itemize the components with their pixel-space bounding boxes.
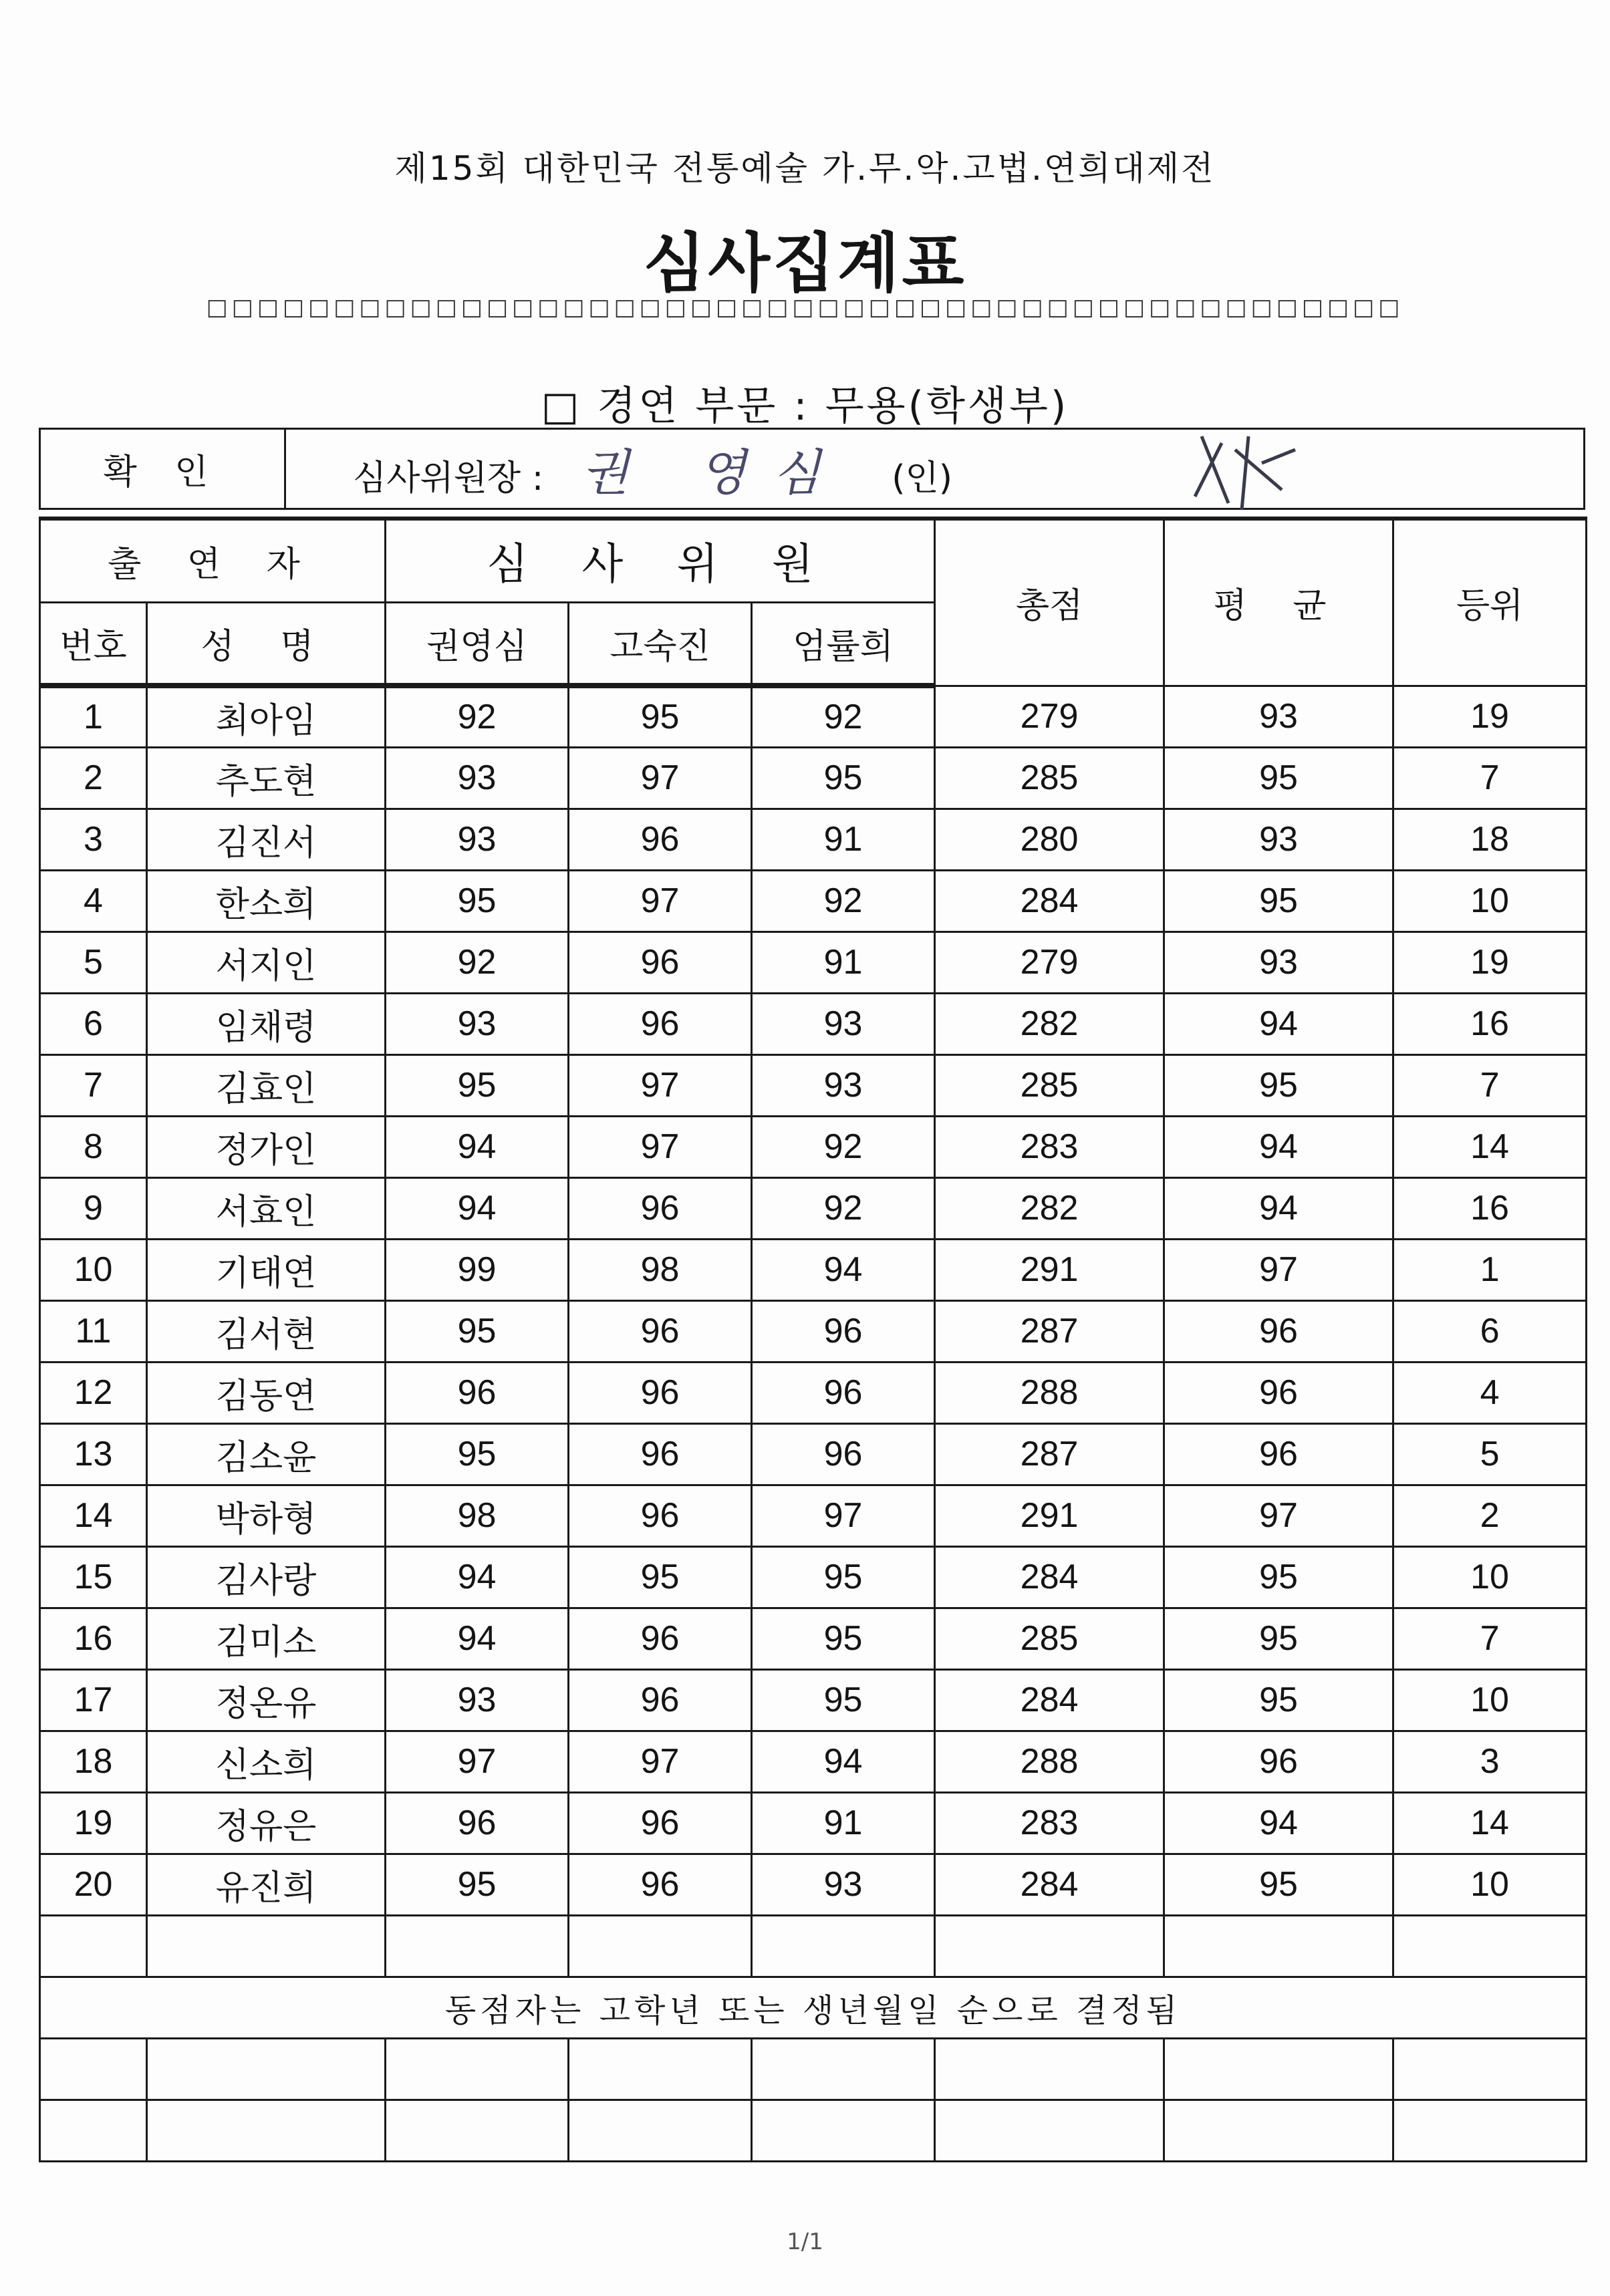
total-score: 282	[935, 993, 1164, 1054]
rank: 16	[1393, 993, 1587, 1054]
judge-1-score: 95	[386, 870, 569, 931]
judge-1-header: 권영심	[386, 602, 569, 686]
average-score: 97	[1164, 1239, 1393, 1300]
performer-name: 김서현	[147, 1300, 386, 1362]
score-table	[39, 517, 1587, 2162]
judge-1-score: 92	[386, 931, 569, 993]
performer-name: 정가인	[147, 1116, 386, 1177]
table-row	[40, 809, 1587, 870]
judge-3-score: 91	[752, 809, 935, 870]
page-number: 1/1	[787, 2229, 823, 2255]
performer-name: 정유은	[147, 1792, 386, 1854]
judge-3-score: 94	[752, 1239, 935, 1300]
category-line: □ 경연 부문 : 무용(학생부)	[541, 383, 1069, 430]
average-score: 96	[1164, 1423, 1393, 1485]
judge-2-score: 95	[569, 686, 752, 747]
judge-1-score: 96	[386, 1362, 569, 1423]
performer-name: 김사랑	[147, 1546, 386, 1608]
judge-2-score: 97	[569, 870, 752, 931]
judge-3-score: 93	[752, 1054, 935, 1116]
judge-3-score: 92	[752, 870, 935, 931]
performer-group-header: 출 연 자	[40, 519, 386, 602]
judge-2-score: 96	[569, 1608, 752, 1669]
entry-number: 17	[40, 1669, 147, 1731]
table-row	[40, 1669, 1587, 1731]
number-header: 번호	[40, 602, 147, 686]
total-header: 총점	[935, 519, 1164, 686]
judge-2-score: 96	[569, 993, 752, 1054]
entry-number: 16	[40, 1608, 147, 1669]
rank: 19	[1393, 931, 1587, 993]
judge-3-score: 91	[752, 931, 935, 993]
rank: 1	[1393, 1239, 1587, 1300]
judge-2-score: 97	[569, 1731, 752, 1792]
judge-2-score: 96	[569, 1177, 752, 1239]
judges-group-header: 심 사 위 원	[386, 519, 935, 602]
table-row	[40, 1054, 1587, 1116]
total-score: 280	[935, 809, 1164, 870]
chair-label: 심사위원장 :	[353, 458, 544, 498]
entry-number: 19	[40, 1792, 147, 1854]
judge-1-score: 93	[386, 747, 569, 809]
total-score: 291	[935, 1239, 1164, 1300]
total-score: 285	[935, 1054, 1164, 1116]
rank: 4	[1393, 1362, 1587, 1423]
entry-number: 9	[40, 1177, 147, 1239]
chair-signature-cell	[285, 429, 1585, 509]
document-title: 심사집계표	[643, 226, 967, 301]
entry-number: 15	[40, 1546, 147, 1608]
judge-1-score: 93	[386, 993, 569, 1054]
judge-1-score: 98	[386, 1485, 569, 1546]
judge-2-score: 97	[569, 1116, 752, 1177]
rank: 5	[1393, 1423, 1587, 1485]
performer-name: 서지인	[147, 931, 386, 993]
table-row	[40, 1300, 1587, 1362]
judge-3-score: 94	[752, 1731, 935, 1792]
performer-name: 김효인	[147, 1054, 386, 1116]
rank: 14	[1393, 1792, 1587, 1854]
total-score: 288	[935, 1731, 1164, 1792]
judge-2-header: 고숙진	[569, 602, 752, 686]
table-row	[40, 1546, 1587, 1608]
entry-number: 4	[40, 870, 147, 931]
performer-name: 한소희	[147, 870, 386, 931]
table-row	[40, 1792, 1587, 1854]
entry-number: 11	[40, 1300, 147, 1362]
total-score: 287	[935, 1423, 1164, 1485]
table-row	[40, 1177, 1587, 1239]
judge-3-score: 96	[752, 1300, 935, 1362]
total-score: 291	[935, 1485, 1164, 1546]
judge-2-score: 96	[569, 1792, 752, 1854]
judge-2-score: 96	[569, 1669, 752, 1731]
judge-1-score: 94	[386, 1608, 569, 1669]
rank: 7	[1393, 1608, 1587, 1669]
performer-name: 추도현	[147, 747, 386, 809]
entry-number: 14	[40, 1485, 147, 1546]
rank: 10	[1393, 870, 1587, 931]
average-score: 96	[1164, 1300, 1393, 1362]
judge-1-score: 94	[386, 1116, 569, 1177]
judge-2-score: 97	[569, 1054, 752, 1116]
event-title: 제15회 대한민국 전통예술 가.무.악.고법.연희대제전	[394, 149, 1216, 188]
judge-3-score: 92	[752, 1116, 935, 1177]
entry-number: 1	[40, 686, 147, 747]
performer-name: 김소윤	[147, 1423, 386, 1485]
judge-3-score: 96	[752, 1362, 935, 1423]
average-header: 평 균	[1164, 519, 1393, 686]
table-row	[40, 1116, 1587, 1177]
judge-2-score: 95	[569, 1546, 752, 1608]
average-score: 95	[1164, 1669, 1393, 1731]
judge-1-score: 94	[386, 1546, 569, 1608]
rank: 6	[1393, 1300, 1587, 1362]
judge-3-score: 91	[752, 1792, 935, 1854]
judge-2-score: 96	[569, 1485, 752, 1546]
entry-number: 5	[40, 931, 147, 993]
judge-3-score: 92	[752, 686, 935, 747]
total-score: 282	[935, 1177, 1164, 1239]
table-row	[40, 1608, 1587, 1669]
judge-1-score: 95	[386, 1054, 569, 1116]
table-row	[40, 686, 1587, 747]
performer-name: 신소희	[147, 1731, 386, 1792]
signature-scribble	[1182, 423, 1315, 517]
average-score: 96	[1164, 1731, 1393, 1792]
performer-name: 김동연	[147, 1362, 386, 1423]
judge-3-score: 92	[752, 1177, 935, 1239]
entry-number: 7	[40, 1054, 147, 1116]
total-score: 285	[935, 747, 1164, 809]
performer-name: 최아임	[147, 686, 386, 747]
average-score: 95	[1164, 1054, 1393, 1116]
average-score: 93	[1164, 931, 1393, 993]
table-row	[40, 870, 1587, 931]
judge-1-score: 97	[386, 1731, 569, 1792]
rank: 2	[1393, 1485, 1587, 1546]
rank: 19	[1393, 686, 1587, 747]
performer-name: 기태연	[147, 1239, 386, 1300]
rank: 16	[1393, 1177, 1587, 1239]
table-row	[40, 747, 1587, 809]
rank: 7	[1393, 747, 1587, 809]
average-score: 94	[1164, 1116, 1393, 1177]
entry-number: 18	[40, 1731, 147, 1792]
total-score: 287	[935, 1300, 1164, 1362]
total-score: 284	[935, 1854, 1164, 1915]
judge-2-score: 96	[569, 1362, 752, 1423]
table-row	[40, 1362, 1587, 1423]
chair-signature: 권 영심	[581, 444, 847, 502]
judge-1-score: 95	[386, 1423, 569, 1485]
blank-row	[40, 2038, 1587, 2100]
judge-2-score: 96	[569, 1854, 752, 1915]
judge-3-score: 95	[752, 1669, 935, 1731]
total-score: 283	[935, 1116, 1164, 1177]
entry-number: 13	[40, 1423, 147, 1485]
average-score: 94	[1164, 993, 1393, 1054]
performer-name: 임채령	[147, 993, 386, 1054]
judge-3-score: 96	[752, 1423, 935, 1485]
blank-row	[40, 1915, 1587, 1977]
performer-name: 김미소	[147, 1608, 386, 1669]
table-row	[40, 1239, 1587, 1300]
performer-name: 김진서	[147, 809, 386, 870]
name-header: 성 명	[147, 602, 386, 686]
entry-number: 8	[40, 1116, 147, 1177]
performer-name: 박하형	[147, 1485, 386, 1546]
entry-number: 12	[40, 1362, 147, 1423]
rank: 10	[1393, 1669, 1587, 1731]
average-score: 97	[1164, 1485, 1393, 1546]
judge-3-score: 95	[752, 1546, 935, 1608]
judge-1-score: 93	[386, 1669, 569, 1731]
total-score: 279	[935, 686, 1164, 747]
judge-1-score: 96	[386, 1792, 569, 1854]
average-score: 95	[1164, 1854, 1393, 1915]
checkbox-row: □□□□□□□□□□□□□□□□□□□□□□□□□□□□□□□□□□□□□□□□□□□□□□□	[206, 294, 1404, 321]
judge-2-score: 96	[569, 1300, 752, 1362]
score-rows	[40, 686, 1587, 1915]
performer-name: 유진희	[147, 1854, 386, 1915]
average-score: 95	[1164, 747, 1393, 809]
total-score: 284	[935, 1546, 1164, 1608]
total-score: 284	[935, 1669, 1164, 1731]
judge-3-score: 93	[752, 993, 935, 1054]
entry-number: 6	[40, 993, 147, 1054]
total-score: 284	[935, 870, 1164, 931]
table-row	[40, 931, 1587, 993]
table-row	[40, 1485, 1587, 1546]
confirm-table	[39, 428, 1585, 510]
judge-1-score: 93	[386, 809, 569, 870]
judge-3-header: 엄률희	[752, 602, 935, 686]
tie-break-note: 동점자는 고학년 또는 생년월일 순으로 결정됨	[40, 1977, 1587, 2038]
judge-1-score: 95	[386, 1300, 569, 1362]
confirm-label: 확 인	[40, 429, 285, 509]
table-row	[40, 1731, 1587, 1792]
average-score: 94	[1164, 1177, 1393, 1239]
judge-2-score: 96	[569, 809, 752, 870]
total-score: 288	[935, 1362, 1164, 1423]
seal-mark: (인)	[892, 458, 953, 498]
rank-header: 등위	[1393, 519, 1587, 686]
total-score: 279	[935, 931, 1164, 993]
judge-1-score: 95	[386, 1854, 569, 1915]
performer-name: 정온유	[147, 1669, 386, 1731]
judge-2-score: 97	[569, 747, 752, 809]
judge-2-score: 96	[569, 1423, 752, 1485]
total-score: 283	[935, 1792, 1164, 1854]
judge-1-score: 99	[386, 1239, 569, 1300]
rank: 7	[1393, 1054, 1587, 1116]
rank: 10	[1393, 1546, 1587, 1608]
rank: 10	[1393, 1854, 1587, 1915]
judge-2-score: 98	[569, 1239, 752, 1300]
average-score: 95	[1164, 1608, 1393, 1669]
judge-2-score: 96	[569, 931, 752, 993]
average-score: 95	[1164, 1546, 1393, 1608]
rank: 14	[1393, 1116, 1587, 1177]
entry-number: 3	[40, 809, 147, 870]
entry-number: 2	[40, 747, 147, 809]
judge-3-score: 97	[752, 1485, 935, 1546]
judge-1-score: 94	[386, 1177, 569, 1239]
table-row	[40, 1854, 1587, 1915]
table-row	[40, 993, 1587, 1054]
average-score: 95	[1164, 870, 1393, 931]
entry-number: 10	[40, 1239, 147, 1300]
blank-row	[40, 2100, 1587, 2161]
judge-3-score: 95	[752, 747, 935, 809]
judge-3-score: 95	[752, 1608, 935, 1669]
average-score: 96	[1164, 1362, 1393, 1423]
entry-number: 20	[40, 1854, 147, 1915]
rank: 3	[1393, 1731, 1587, 1792]
table-row	[40, 1423, 1587, 1485]
average-score: 93	[1164, 686, 1393, 747]
judge-3-score: 93	[752, 1854, 935, 1915]
performer-name: 서효인	[147, 1177, 386, 1239]
rank: 18	[1393, 809, 1587, 870]
average-score: 93	[1164, 809, 1393, 870]
total-score: 285	[935, 1608, 1164, 1669]
average-score: 94	[1164, 1792, 1393, 1854]
judge-1-score: 92	[386, 686, 569, 747]
